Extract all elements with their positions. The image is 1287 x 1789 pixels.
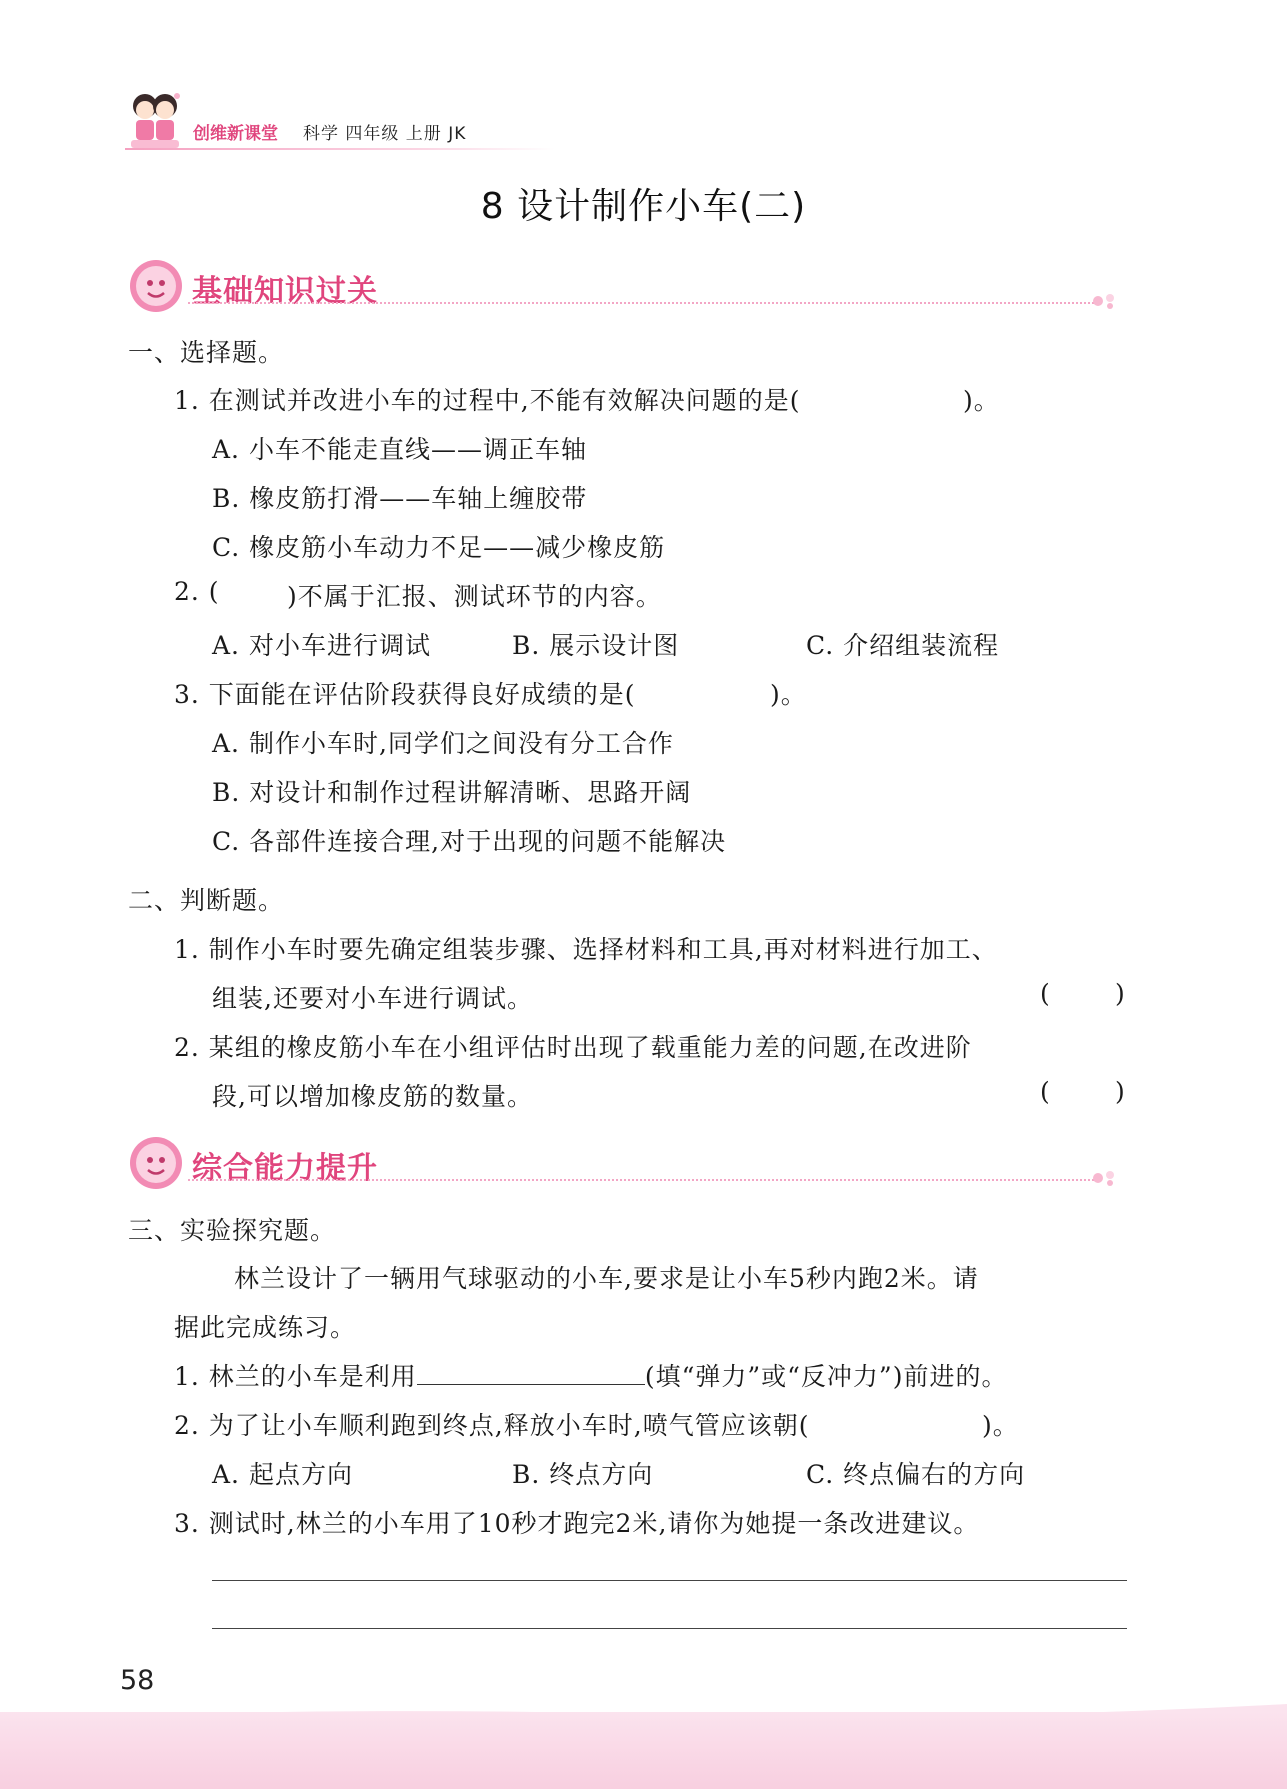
question-3-option-c[interactable]: C. 各部件连接合理,对于出现的问题不能解决 [212, 827, 727, 856]
judge-1-paren-close[interactable]: ) [1115, 979, 1125, 1008]
question-3-stem: 3. 下面能在评估阶段获得良好成绩的是( [174, 680, 636, 709]
question-1-option-a[interactable]: A. 小车不能走直线——调正车轴 [212, 435, 587, 464]
judge-1-line-1: 1. 制作小车时要先确定组装步骤、选择材料和工具,再对材料进行加工、 [174, 935, 998, 964]
experiment-q1-start: 1. 林兰的小车是利用 [174, 1362, 417, 1391]
decorative-dots-icon [1090, 1169, 1118, 1187]
dotted-divider [188, 1179, 1098, 1181]
section-title-advanced: 综合能力提升 [192, 1151, 378, 1186]
experiment-q1 [174, 1357, 1007, 1393]
brand-name: 创维新课堂 [193, 124, 278, 144]
experiment-q3-stem: 3. 测试时,林兰的小车用了10秒才跑完2米,请你为她提一条改进建议。 [174, 1509, 980, 1538]
course-info: 科学 四年级 上册 JK [303, 124, 467, 144]
question-3-stem-end: )。 [770, 680, 807, 709]
question-1-stem-end: )。 [963, 386, 1000, 415]
question-1-stem: 1. 在测试并改进小车的过程中,不能有效解决问题的是( [174, 386, 801, 415]
experiment-intro-line-1: 林兰设计了一辆用气球驱动的小车,要求是让小车5秒内跑2米。请 [234, 1264, 979, 1293]
judge-2-line-1: 2. 某组的橡皮筋小车在小组评估时出现了载重能力差的问题,在改进阶 [174, 1033, 972, 1062]
part2-heading: 二、判断题。 [128, 886, 285, 915]
answer-line-2[interactable] [212, 1628, 1127, 1629]
experiment-q2-option-b[interactable]: B. 终点方向 [512, 1460, 654, 1489]
part1-heading: 一、选择题。 [128, 338, 285, 367]
experiment-q2-stem: 2. 为了让小车顺利跑到终点,释放小车时,喷气管应该朝( [174, 1411, 810, 1440]
footer-band [0, 1712, 1287, 1789]
fill-in-blank[interactable] [417, 1362, 645, 1385]
part3-heading: 三、实验探究题。 [128, 1216, 337, 1245]
judge-1-line-2: 组装,还要对小车进行调试。 [212, 984, 533, 1013]
question-1-option-b[interactable]: B. 橡皮筋打滑——车轴上缠胶带 [212, 484, 588, 513]
monkey-badge-icon [128, 1135, 184, 1191]
page-title: 8 设计制作小车(二) [480, 186, 807, 227]
question-2-stem: 2. ( [174, 577, 220, 606]
judge-2-paren-open[interactable]: ( [1040, 1077, 1050, 1106]
page-number: 58 [120, 1665, 155, 1696]
judge-2-paren-close[interactable]: ) [1115, 1077, 1125, 1106]
answer-line-1[interactable] [212, 1580, 1127, 1581]
experiment-q1-end: (填“弹力”或“反冲力”)前进的。 [644, 1362, 1008, 1391]
section-banner-basic [128, 258, 1118, 318]
page-header [125, 88, 565, 158]
experiment-q2-option-a[interactable]: A. 起点方向 [212, 1460, 353, 1489]
header-divider [125, 148, 555, 150]
question-1-option-c[interactable]: C. 橡皮筋小车动力不足——减少橡皮筋 [212, 533, 666, 562]
decorative-dots-icon [1090, 292, 1118, 310]
monkey-badge-icon [128, 258, 184, 314]
section-title-basic: 基础知识过关 [192, 274, 378, 309]
question-3-option-a[interactable]: A. 制作小车时,同学们之间没有分工合作 [212, 729, 674, 758]
experiment-intro-line-2: 据此完成练习。 [174, 1313, 357, 1342]
section-banner-advanced [128, 1135, 1118, 1195]
question-2-option-c[interactable]: C. 介绍组装流程 [806, 631, 1000, 660]
experiment-q2-stem-end: )。 [982, 1411, 1019, 1440]
question-2-stem-end: )不属于汇报、测试环节的内容。 [287, 582, 662, 611]
question-3-option-b[interactable]: B. 对设计和制作过程讲解清晰、思路开阔 [212, 778, 692, 807]
question-2-option-b[interactable]: B. 展示设计图 [512, 631, 680, 660]
judge-2-line-2: 段,可以增加橡皮筋的数量。 [212, 1082, 533, 1111]
dotted-divider [188, 302, 1098, 304]
question-2-option-a[interactable]: A. 对小车进行调试 [212, 631, 431, 660]
judge-1-paren-open[interactable]: ( [1040, 979, 1050, 1008]
experiment-q2-option-c[interactable]: C. 终点偏右的方向 [806, 1460, 1026, 1489]
